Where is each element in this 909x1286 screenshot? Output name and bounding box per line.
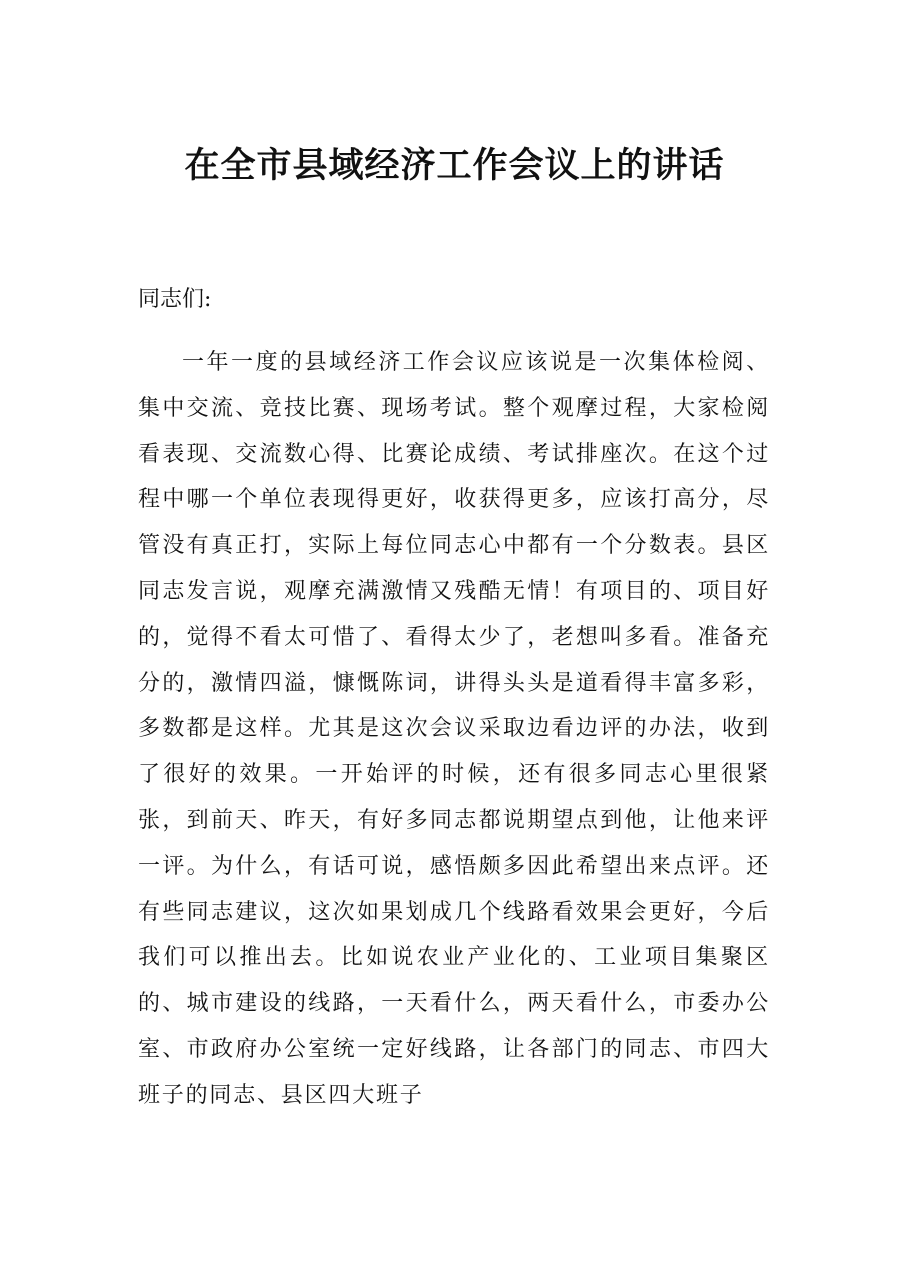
body-paragraph: 一年一度的县域经济工作会议应该说是一次集体检阅、集中交流、竞技比赛、现场考试。整个观摩过程，大家检阅看表现、交流数心得、比赛论成绩、考试排座次。在这个过程中哪一个单位表现得更好，收获得更多，应该打高分，尽管没有真正打，实际上每位同志心中都有一个分数表。县区同志发言说，观摩充满激情又残酷无情！有项目的、项目好的，觉得不看太可惜了、看得太少了，老想叫多看。准备充分的，激情四溢，慷慨陈词，讲得头头是道看得丰富多彩，多数都是这样。尤其是这次会议采取边看边评的办法，收到了很好的效果。一开始评的时候，还有很多同志心里很紧张，到前天、昨天，有好多同志都说期望点到他，让他来评一评。为什么，有话可说，感悟颇多因此希望出来点评。还有些同志建议，这次如果划成几个线路看效果会更好，今后我们可以推出去。比如说农业产业化的、工业项目集聚区的、城市建设的线路，一天看什么，两天看什么，市委办公室、市政府办公室统一定好线路，让各部门的同志、市四大班子的同志、县区四大班子 <box>138 350 770 1108</box>
document-title: 在全市县域经济工作会议上的讲话 <box>184 145 725 186</box>
salutation: 同志们: <box>138 287 212 312</box>
